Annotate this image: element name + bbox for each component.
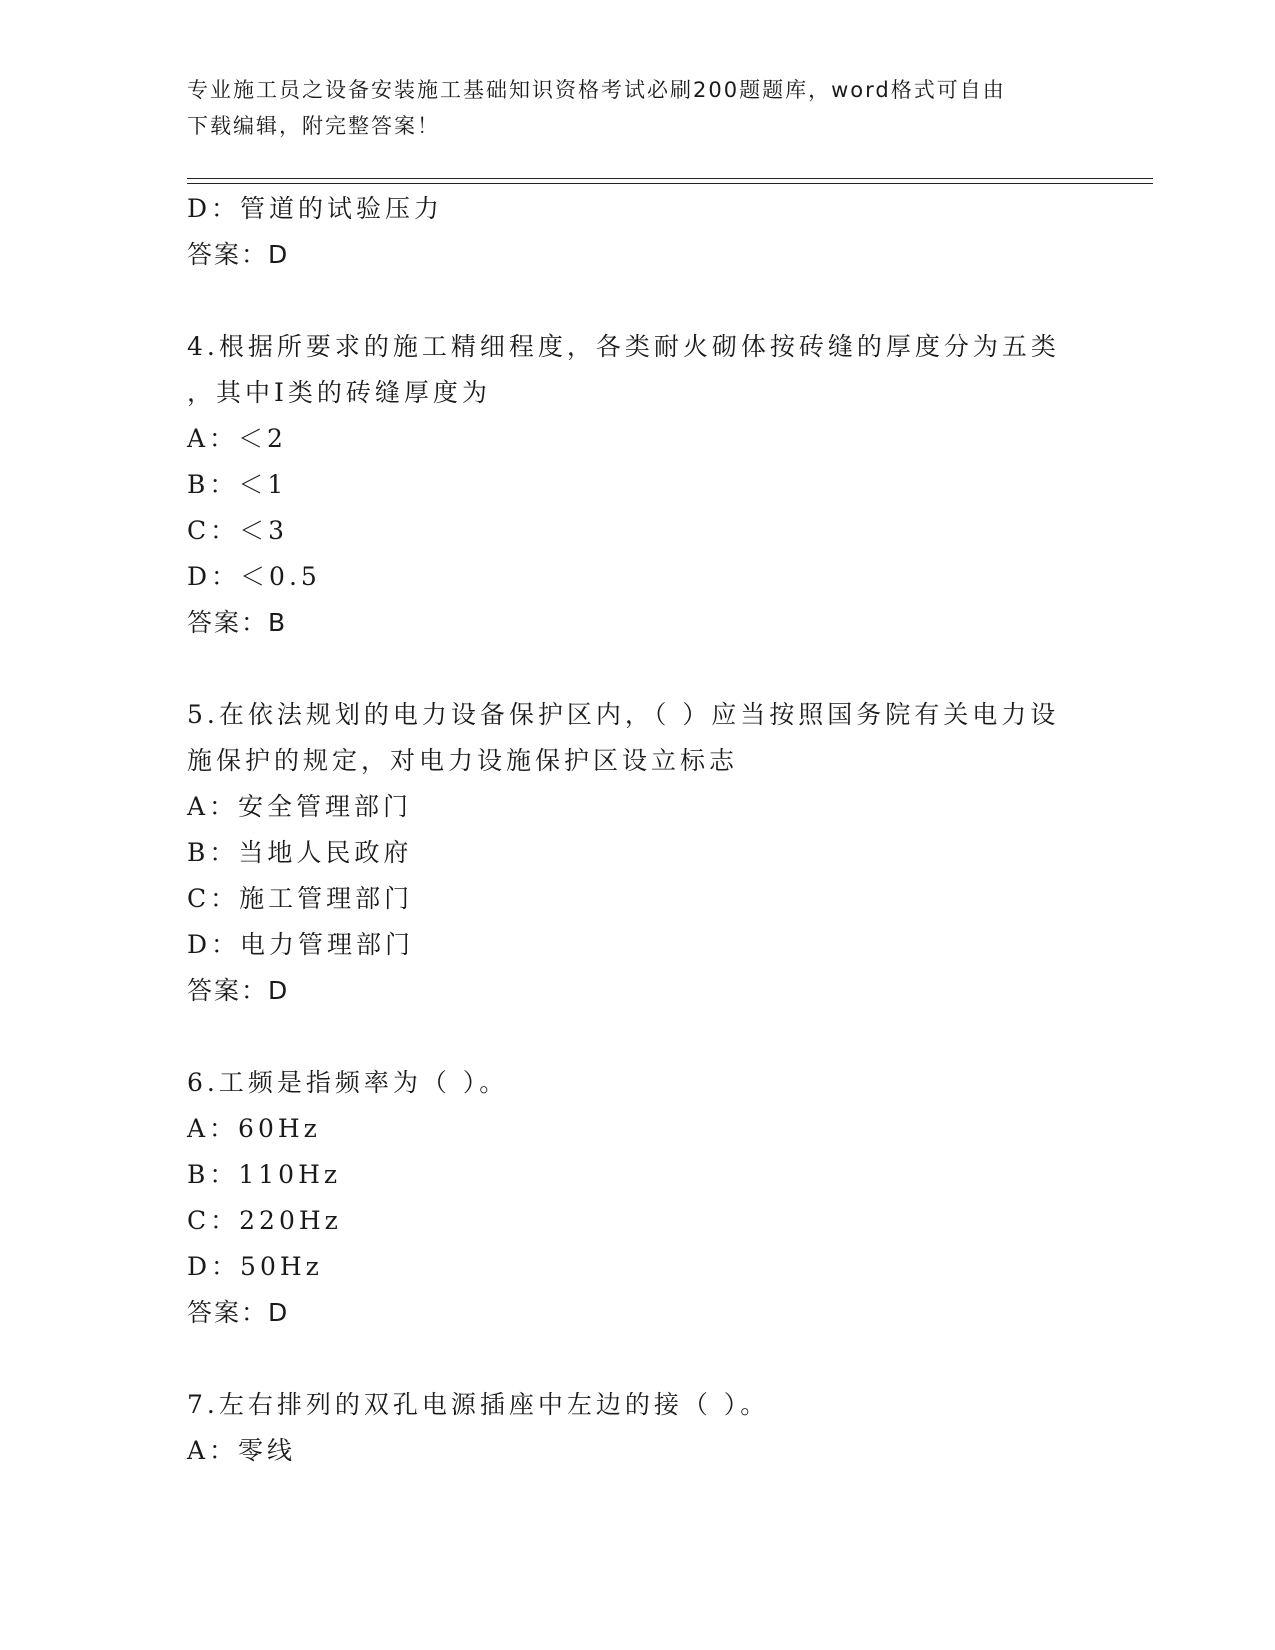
- header-line-2: 下载编辑，附完整答案！: [187, 114, 440, 138]
- answer-line: 答案：B: [187, 608, 288, 637]
- question-stem: [187, 1382, 1087, 1428]
- option-d: D：50Hz: [187, 1252, 323, 1281]
- option-a: A：零线: [187, 1436, 297, 1465]
- option-c: C：施工管理部门: [187, 884, 414, 913]
- question-stem-line: 6.工频是指频率为（ ）。: [187, 1068, 509, 1097]
- option-d: D：电力管理部门: [187, 930, 415, 959]
- question-stem: [187, 1060, 1087, 1106]
- answer-line: 答案：D: [187, 1298, 290, 1327]
- document-header: [187, 72, 1087, 144]
- option-a: A：60Hz: [187, 1114, 321, 1143]
- answer-line: 答案：D: [187, 240, 290, 269]
- spacer: [187, 646, 1087, 692]
- question-stem: [187, 324, 1087, 416]
- question-stem-line: 4.根据所要求的施工精细程度，各类耐火砌体按砖缝的厚度分为五类: [187, 332, 1060, 361]
- question-list: [187, 186, 1087, 1474]
- spacer: [187, 1336, 1087, 1382]
- question-stem: [187, 692, 1087, 784]
- option-b: B：当地人民政府: [187, 838, 413, 867]
- spacer: [187, 278, 1087, 324]
- question-stem-line: 施保护的规定，对电力设施保护区设立标志: [187, 746, 739, 775]
- question-stem-line: ，其中Ⅰ类的砖缝厚度为: [187, 378, 491, 407]
- question-stem-line: 5.在依法规划的电力设备保护区内，（ ）应当按照国务院有关电力设: [187, 700, 1060, 729]
- option-d: D：＜0.5: [187, 562, 321, 591]
- option-c: C：＜3: [187, 516, 289, 545]
- option-d: D：管道的试验压力: [187, 194, 444, 223]
- header-divider-bottom: [187, 183, 1153, 184]
- option-b: B：＜1: [187, 470, 288, 499]
- option-c: C：220Hz: [187, 1206, 342, 1235]
- question-stem-line: 7.左右排列的双孔电源插座中左边的接（ ）。: [187, 1390, 770, 1419]
- option-a: A：＜2: [187, 424, 287, 453]
- option-a: A：安全管理部门: [187, 792, 413, 821]
- spacer: [187, 1014, 1087, 1060]
- option-b: B：110Hz: [187, 1160, 342, 1189]
- answer-line: 答案：D: [187, 976, 290, 1005]
- header-divider-top: [187, 178, 1153, 179]
- header-line-1: 专业施工员之设备安装施工基础知识资格考试必刷200题题库，word格式可自由: [187, 78, 1006, 102]
